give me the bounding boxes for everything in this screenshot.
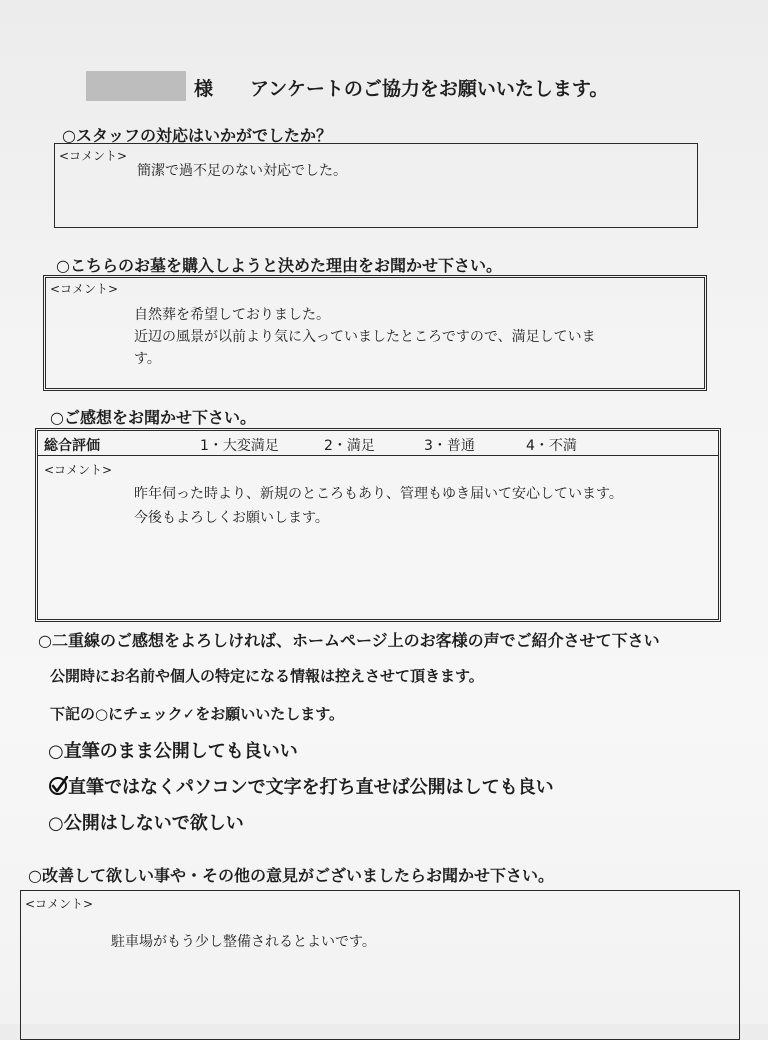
answer-impression-line1: 昨年伺った時より、新規のところもあり、管理もゆき届いて安心しています。 xyxy=(134,486,623,502)
answer-reason-line3: す。 xyxy=(134,351,161,367)
publish-option-retyped-label: 直筆ではなくパソコンで文字を打ち直せば公開はしても良い xyxy=(68,777,554,798)
rating-label: 総合評価 xyxy=(44,438,100,454)
publish-option-no-publish[interactable]: ○公開はしないで欲しい xyxy=(48,813,244,834)
publish-instruction: 下記の○にチェック✓をお願いいたします。 xyxy=(50,705,345,723)
answer-staff: 簡潔で過不足のない対応でした。 xyxy=(137,163,347,179)
comment-label: <コメント> xyxy=(44,463,113,477)
rating-row xyxy=(38,431,718,456)
comment-box-impression xyxy=(35,428,721,622)
publish-option-retyped[interactable] xyxy=(48,773,554,799)
comment-box-staff xyxy=(54,143,698,228)
comment-label: <コメント> xyxy=(25,897,94,911)
comment-box-improvement xyxy=(20,890,740,1040)
publish-option-handwritten[interactable]: ○直筆のまま公開しても良いい xyxy=(48,741,298,762)
question-reason: ○こちらのお墓を購入しようと決めた理由をお聞かせ下さい。 xyxy=(56,256,502,275)
rating-option-2: 2・満足 xyxy=(324,438,375,454)
checked-circle-icon xyxy=(48,776,68,796)
answer-impression-line2: 今後もよろしくお願いします。 xyxy=(134,510,329,526)
question-impression: ○ご感想をお聞かせ下さい。 xyxy=(50,408,256,427)
question-staff: ○スタッフの対応はいかがでしたか？ xyxy=(62,126,332,145)
rating-option-1: 1・大変満足 xyxy=(200,438,279,454)
publish-request: ○二重線のご感想をよろしければ、ホームページ上のお客様の声でご紹介させて下さい xyxy=(38,631,660,650)
answer-reason-line1: 自然葬を希望しておりました。 xyxy=(134,307,330,323)
page-title: アンケートのご協力をお願いいたします。 xyxy=(250,78,609,100)
answer-reason-line2: 近辺の風景が以前より気に入っていましたところですので、満足していま xyxy=(134,329,596,345)
comment-label: <コメント> xyxy=(50,282,119,296)
comment-box-reason xyxy=(43,275,707,391)
redacted-name xyxy=(86,71,186,101)
comment-label: <コメント> xyxy=(59,149,128,163)
honorific: 様 xyxy=(194,78,214,100)
rating-option-4: 4・不満 xyxy=(526,438,577,454)
publish-privacy-note: 公開時にお名前や個人の特定になる情報は控えさせて頂きます。 xyxy=(50,667,484,685)
rating-option-3: 3・普通 xyxy=(424,438,475,454)
answer-improvement: 駐車場がもう少し整備されるとよいです。 xyxy=(111,934,376,950)
question-improvement: ○改善して欲しい事や・その他の意見がございましたらお聞かせ下さい。 xyxy=(28,866,554,885)
